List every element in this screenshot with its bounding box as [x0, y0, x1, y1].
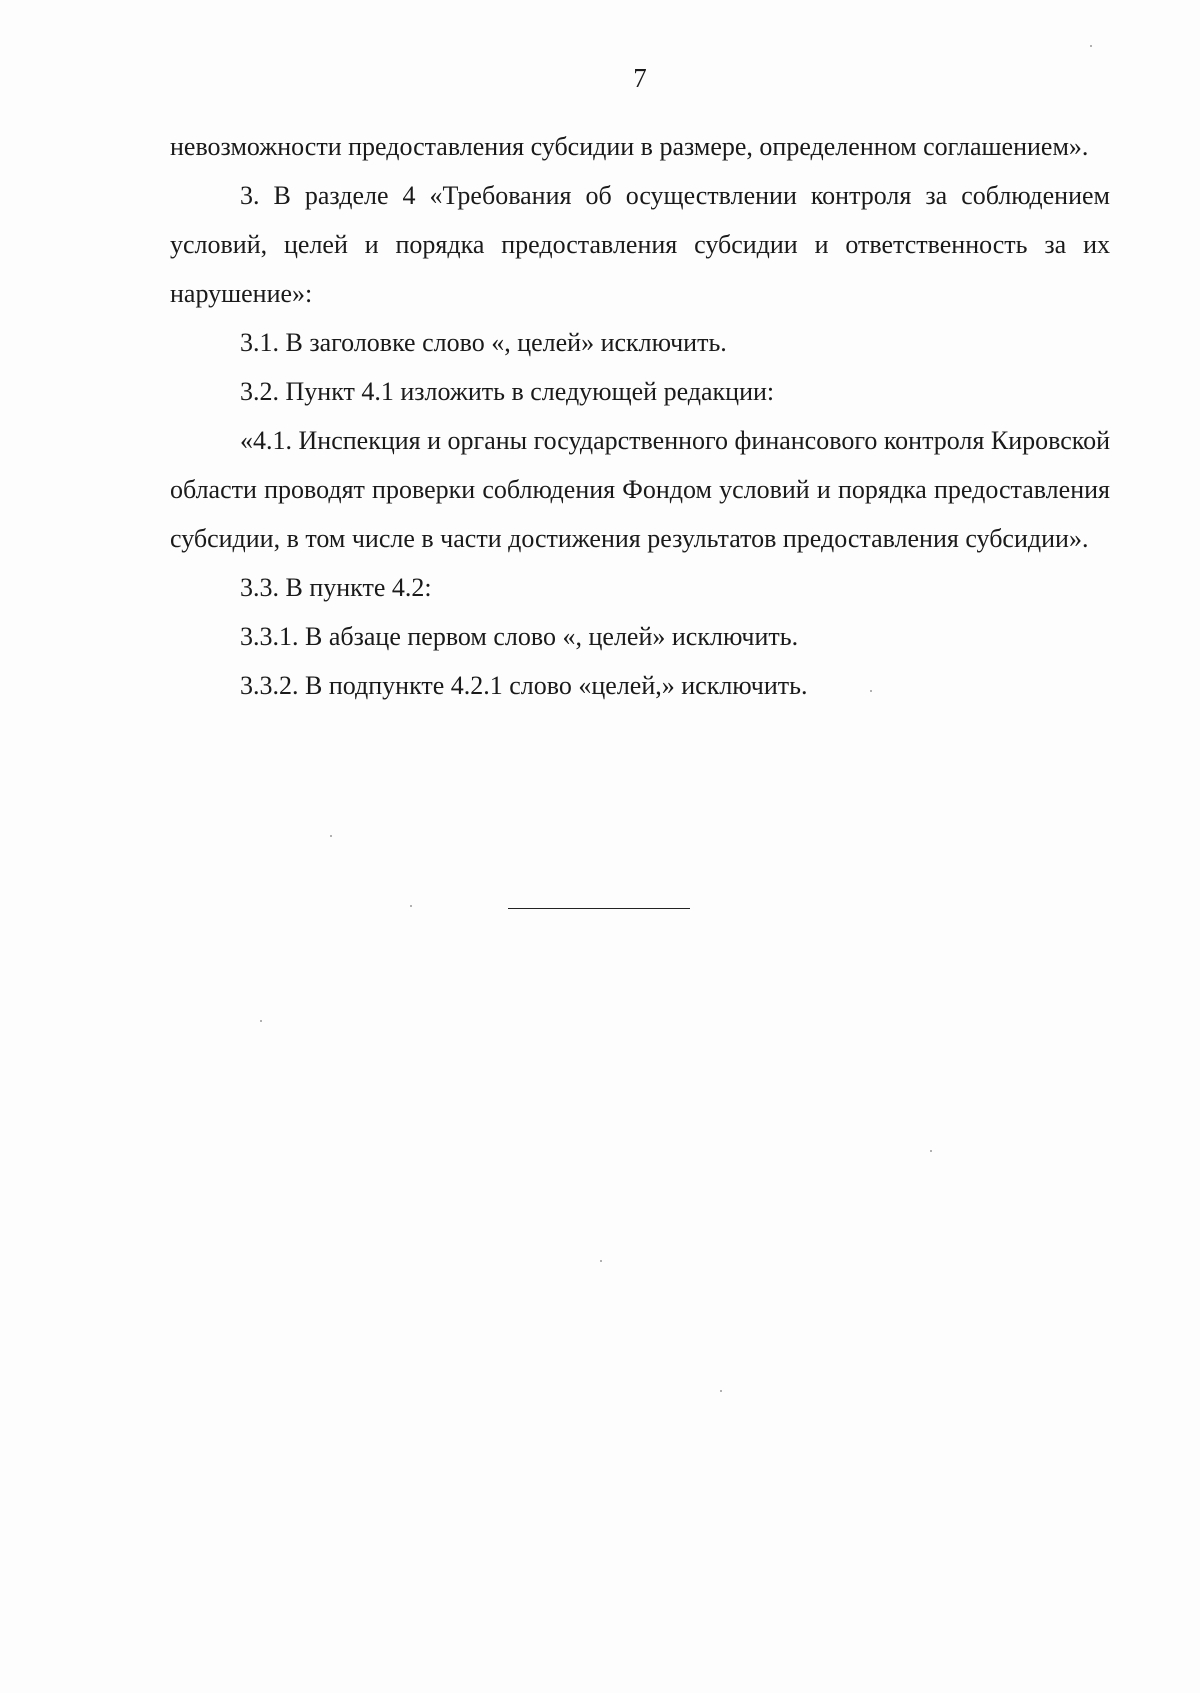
paragraph-item-3-3-2: 3.3.2. В подпункте 4.2.1 слово «целей,» исключить. [240, 671, 808, 700]
paragraph-item-3-1: 3.1. В заголовке слово «, целей» исключить. [240, 328, 727, 357]
scan-speck [870, 690, 872, 692]
paragraph-item-3-3: 3.3. В пункте 4.2: [240, 573, 432, 602]
paragraph-item-3-2: 3.2. Пункт 4.1 изложить в следующей редакции: [240, 377, 775, 406]
scan-speck [260, 1020, 262, 1022]
end-divider-line [508, 908, 690, 909]
paragraph-quoted-4-1: «4.1. Инспекция и органы государственного финансового контроля Кировской области проводят проверки соблюдения Фондом условий и порядка предоставления субсидии, в том числе в части достижения результатов предоставления субсидии». [170, 426, 1110, 553]
scan-speck [1090, 45, 1092, 47]
scan-speck [330, 835, 332, 837]
scan-speck [410, 905, 412, 907]
scan-speck [600, 1260, 602, 1262]
scan-speck [720, 1390, 722, 1392]
paragraph-continuation: невозможности предоставления субсидии в размере, определенном соглашением». [170, 132, 1089, 161]
page-number: 7 [633, 63, 647, 93]
scan-speck [930, 1150, 932, 1152]
document-body [170, 122, 1110, 710]
paragraph-item-3-3-1: 3.3.1. В абзаце первом слово «, целей» исключить. [240, 622, 799, 651]
paragraph-item-3: 3. В разделе 4 «Требования об осуществлении контроля за соблюдением условий, целей и порядка предоставления субсидии и ответственность за их нарушение»: [170, 181, 1110, 308]
